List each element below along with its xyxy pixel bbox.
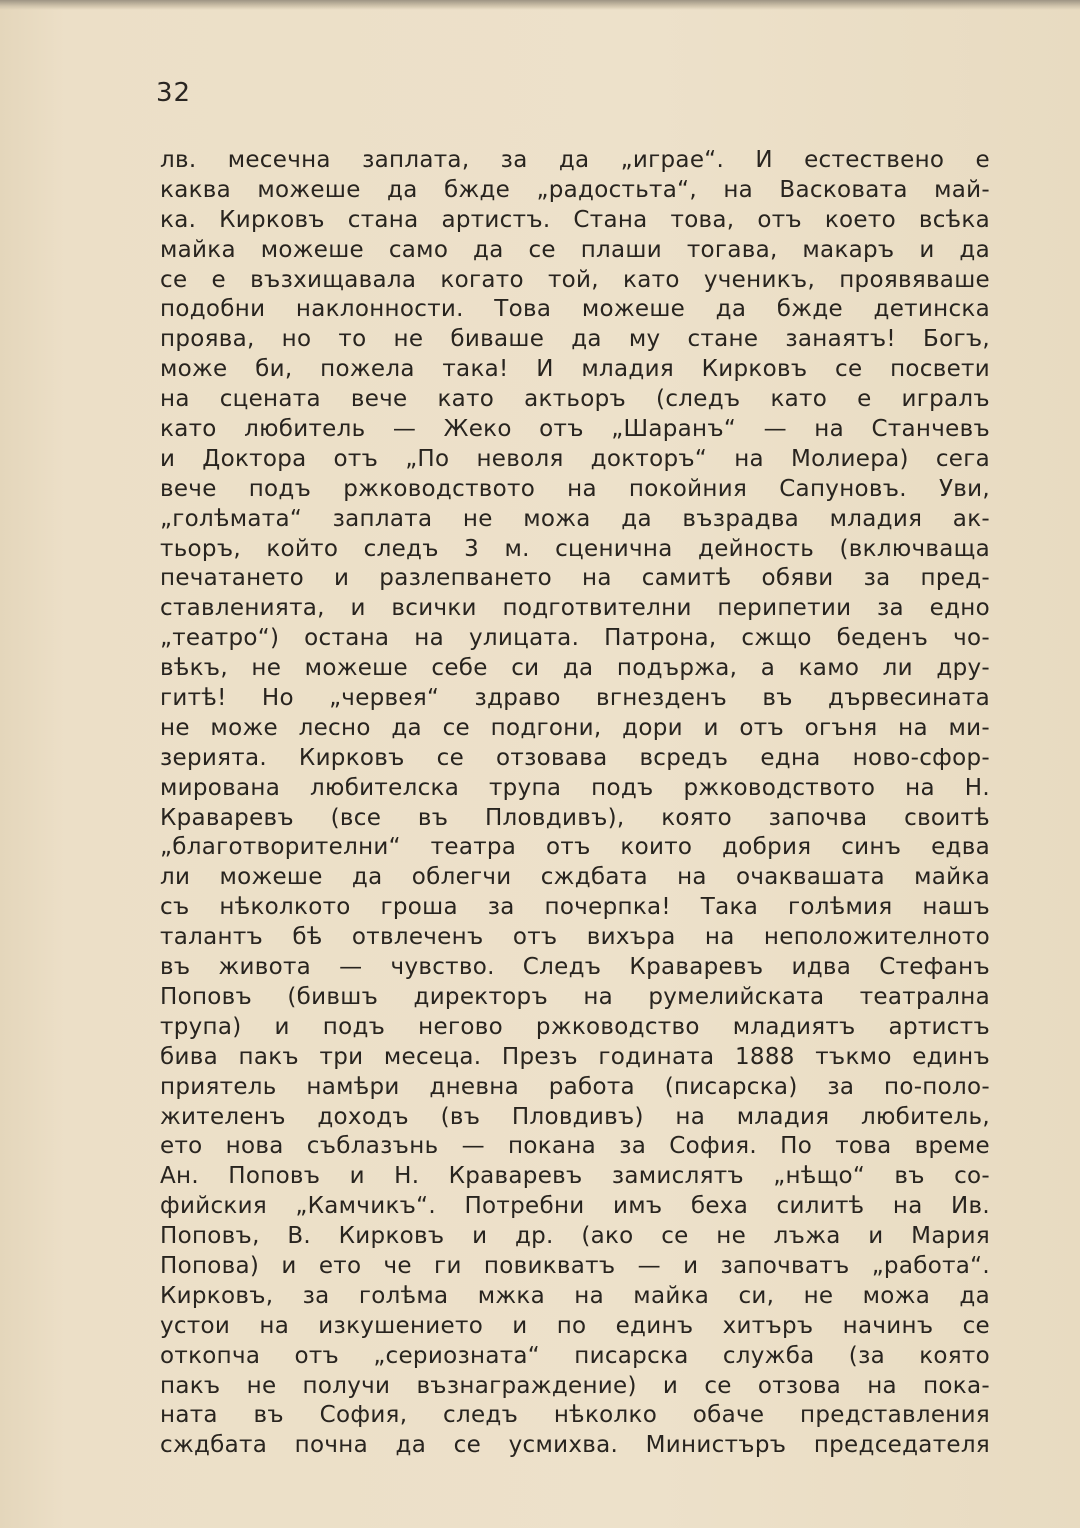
text-line: жителенъ доходъ (въ Пловдивъ) на младия любитель,: [160, 1103, 990, 1130]
page-top-edge: [0, 0, 1080, 10]
text-line: устои на изкушението и по единъ хитъръ начинъ се: [160, 1312, 990, 1339]
text-line: Кирковъ, за голѣма мжка на майка си, не можа да: [160, 1282, 990, 1309]
text-line: и Доктора отъ „По неволя докторъ“ на Молиера) сега: [160, 445, 990, 472]
page-number: 32: [156, 78, 192, 108]
text-line: талантъ бѣ отвлеченъ отъ вихъра на неположителното: [160, 924, 990, 951]
text-line: сждбата почна да се усмихва. Министъръ председателя: [160, 1432, 990, 1459]
text-line: откопча отъ „сериозната“ писарска служба (за която: [160, 1342, 990, 1369]
text-line: проява, но то не биваше да му стане занаятъ! Богъ,: [160, 326, 990, 353]
text-line: въ живота — чувство. Следъ Краваревъ идва Стефанъ: [160, 954, 990, 981]
text-line: ка. Кирковъ стана артистъ. Стана това, отъ което всѣка: [160, 206, 990, 233]
text-line: Краваревъ (все въ Пловдивъ), която започва своитѣ: [160, 804, 990, 831]
text-line: може би, пожела така! И младия Кирковъ се посвети: [160, 356, 990, 383]
text-line: ната въ София, следъ нѣколко обаче представления: [160, 1402, 990, 1429]
text-line: Поповъ, В. Кирковъ и др. (ако се не лъжа и Мария: [160, 1223, 990, 1250]
text-line: на сцената вече като актьоръ (следъ като е игралъ: [160, 386, 990, 413]
text-line: „театро“) остана на улицата. Патрона, сжщо беденъ чо-: [160, 625, 990, 652]
text-line: „благотворителни“ театра отъ които добрия синъ едва: [160, 834, 990, 861]
body-text: [160, 146, 990, 1461]
text-line: пакъ не получи възнаграждение) и се отзова на пока-: [160, 1372, 990, 1399]
text-line: тьоръ, който следъ 3 м. сценична дейность (включваща: [160, 535, 990, 562]
text-line: ето нова съблазънь — покана за София. По това време: [160, 1133, 990, 1160]
text-line: вече подъ ржководството на покойния Сапуновъ. Уви,: [160, 475, 990, 502]
text-line: лв. месечна заплата, за да „играе“. И естествено е: [160, 147, 990, 173]
text-line: гитѣ! Но „червея“ здраво вгнезденъ въ дървесината: [160, 685, 990, 712]
text-line: фийския „Камчикъ“. Потребни имъ беха силитѣ на Ив.: [160, 1193, 990, 1220]
text-line: ставленията, и всички подготвителни перипетии за едно: [160, 595, 990, 622]
text-line: приятель намѣри дневна работа (писарска) за по-поло-: [160, 1073, 990, 1100]
text-line: Поповъ (бившъ директоръ на румелийската театрална: [160, 983, 990, 1010]
text-line: като любитель — Жеко отъ „Шаранъ“ — на Станчевъ: [160, 416, 990, 443]
text-line: ли можеше да облегчи сждбата на очаквашата майка: [160, 864, 990, 891]
text-line: бива пакъ три месеца. Презъ годината 1888 тъкмо единъ: [160, 1043, 990, 1070]
text-line: съ нѣколкото гроша за почерпка! Така голѣмия нашъ: [160, 894, 990, 921]
text-line: „голѣмата“ заплата не можа да възрадва младия ак-: [160, 505, 990, 532]
text-line: се е възхищавала когато той, като ученикъ, проявяваше: [160, 266, 990, 293]
text-line: зерията. Кирковъ се отзовава всредъ една ново-сфор-: [160, 744, 990, 771]
text-line: каква можеше да бжде „радостьта“, на Васковата май-: [160, 176, 990, 203]
text-line: печатането и разлепването на самитѣ обяви за пред-: [160, 565, 990, 592]
text-line: вѣкъ, не можеше себе си да подържа, а камо ли дру-: [160, 655, 990, 682]
text-line: мирована любителска трупа подъ ржководството на Н.: [160, 774, 990, 801]
text-line: трупа) и подъ негово ржководство младиятъ артистъ: [160, 1013, 990, 1040]
text-line: Попова) и ето че ги повикватъ — и започватъ „работа“.: [160, 1252, 990, 1279]
text-line: Ан. Поповъ и Н. Краваревъ замислятъ „нѣщо“ въ со-: [160, 1163, 990, 1190]
text-line: майка можеше само да се плаши тогава, макаръ и да: [160, 236, 990, 263]
text-line: не може лесно да се подгони, дори и отъ огъня на ми-: [160, 714, 990, 741]
text-line: подобни наклонности. Това можеше да бжде детинска: [160, 296, 990, 323]
